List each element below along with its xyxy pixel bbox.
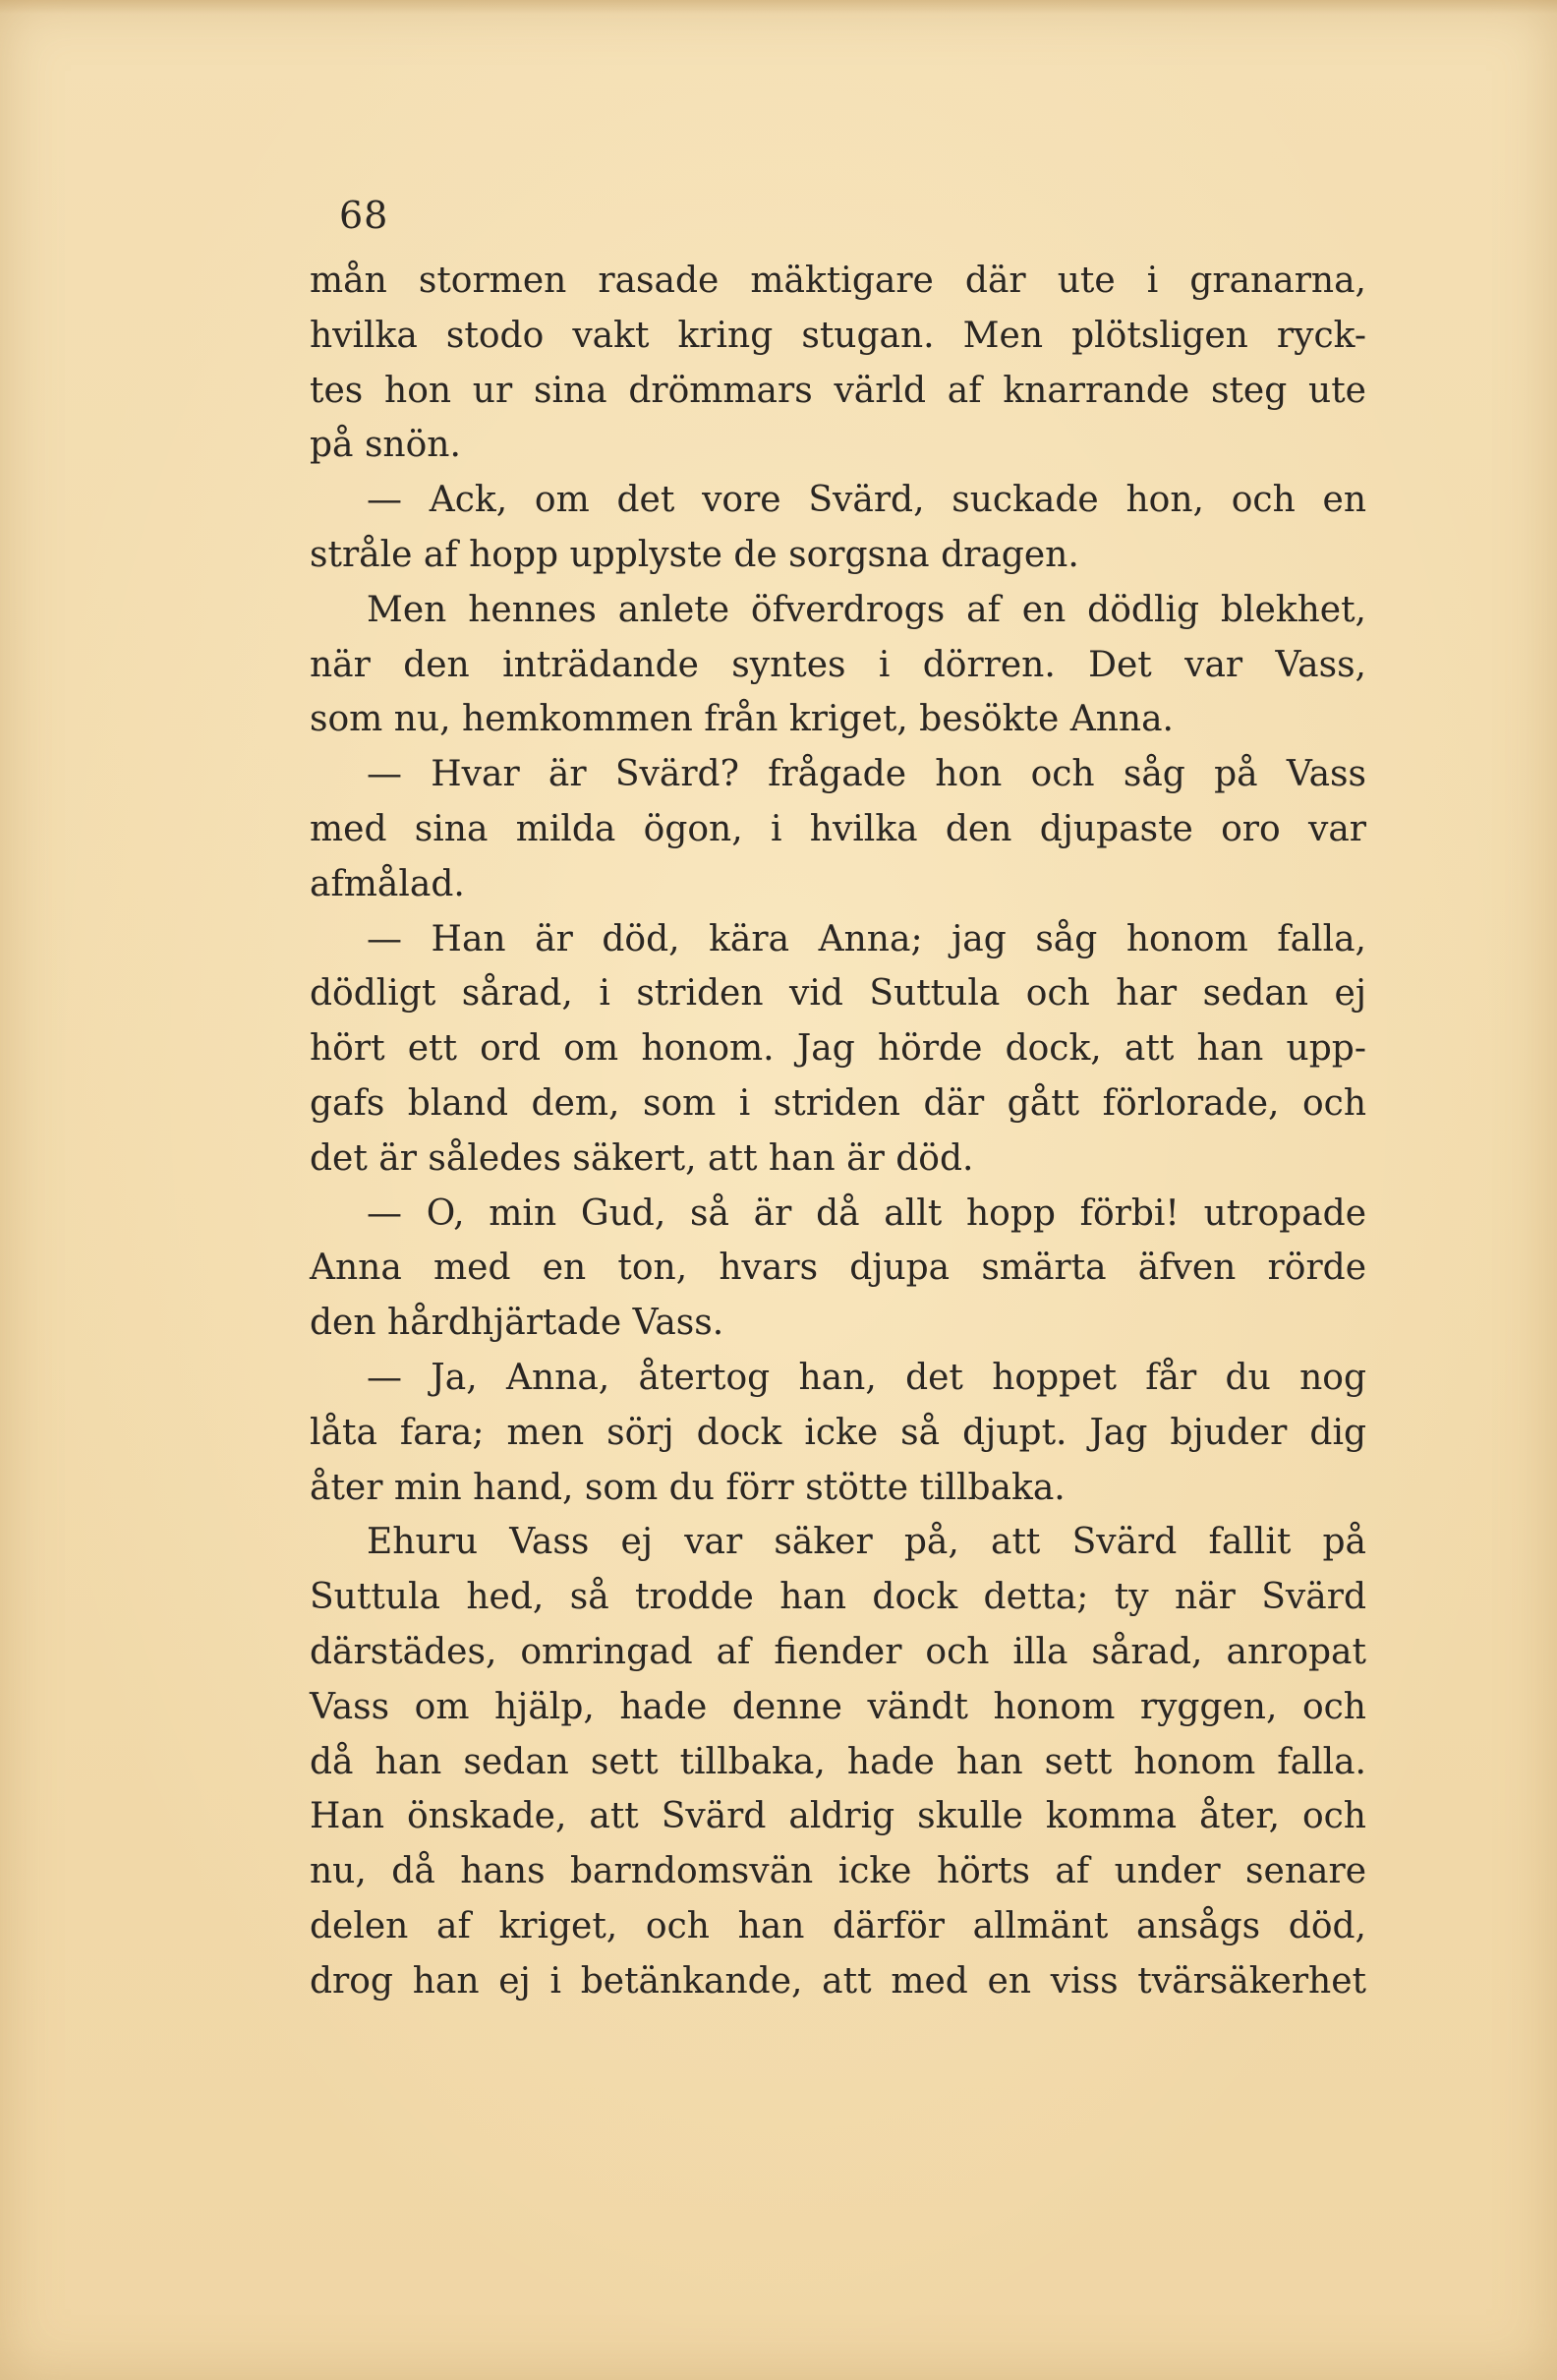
text-line: Men hennes anlete öfverdrogs af en dödlig blekhet, (367, 589, 1366, 630)
text-line: den hårdhjärtade Vass. (310, 1303, 724, 1344)
text-line: gafs bland dem, som i striden där gått förlorade, och (310, 1082, 1366, 1124)
text-line: låta fara; men sörj dock icke så djupt. Jag bjuder dig (310, 1412, 1366, 1453)
text-line: dödligt sårad, i striden vid Suttula och har sedan ej (310, 973, 1366, 1015)
text-line: mån stormen rasade mäktigare där ute i granarna, (310, 261, 1366, 301)
text-line: på snön. (310, 425, 461, 466)
text-line: — Ack, om det vore Svärd, suckade hon, och en (367, 480, 1366, 521)
text-line: afmålad. (310, 863, 465, 904)
page-number: 68 (339, 194, 389, 237)
text-line: — Hvar är Svärd? frågade hon och såg på Vass (367, 754, 1366, 795)
text-line: hört ett ord om honom. Jag hörde dock, att han upp- (310, 1028, 1366, 1070)
text-line: när den inträdande syntes i dörren. Det var Vass, (310, 644, 1366, 685)
page-edge-shadow (0, 0, 1557, 14)
text-line: — Han är död, kära Anna; jag såg honom falla, (367, 918, 1366, 959)
text-line: åter min hand, som du förr stötte tillbaka. (310, 1467, 1066, 1508)
text-line: med sina milda ögon, i hvilka den djupaste oro var (310, 808, 1366, 849)
text-line: Vass om hjälp, hade denne vändt honom ryggen, och (310, 1686, 1366, 1727)
text-line: Han önskade, att Svärd aldrig skulle komma åter, och (310, 1796, 1366, 1837)
text-line: Anna med en ton, hvars djupa smärta äfven rörde (310, 1248, 1366, 1289)
text-line: Suttula hed, så trodde han dock detta; ty när Svärd (310, 1577, 1366, 1618)
text-line: Ehuru Vass ej var säker på, att Svärd fallit på (367, 1522, 1366, 1563)
text-line: — Ja, Anna, återtog han, det hoppet får du nog (367, 1357, 1366, 1398)
text-line: nu, då hans barndomsvän icke hörts af under senare (310, 1851, 1366, 1892)
body-text (310, 254, 1366, 2009)
text-line: — O, min Gud, så är då allt hopp förbi! utropade (367, 1192, 1366, 1234)
text-line: då han sedan sett tillbaka, hade han sett honom falla. (310, 1741, 1366, 1782)
text-line: drog han ej i betänkande, att med en viss tvärsäkerhet (310, 1960, 1366, 2002)
text-line: tes hon ur sina drömmars värld af knarrande steg ute (310, 370, 1366, 411)
text-line: delen af kriget, och han därför allmänt ansågs död, (310, 1905, 1366, 1946)
text-line: som nu, hemkommen från kriget, besökte Anna. (310, 699, 1174, 740)
text-line: därstädes, omringad af fiender och illa sårad, anropat (310, 1631, 1366, 1672)
text-line: hvilka stodo vakt kring stugan. Men plötsligen ryck- (310, 315, 1366, 356)
text-line: stråle af hopp upplyste de sorgsna dragen. (310, 534, 1079, 575)
text-line: det är således säkert, att han är död. (310, 1137, 974, 1179)
